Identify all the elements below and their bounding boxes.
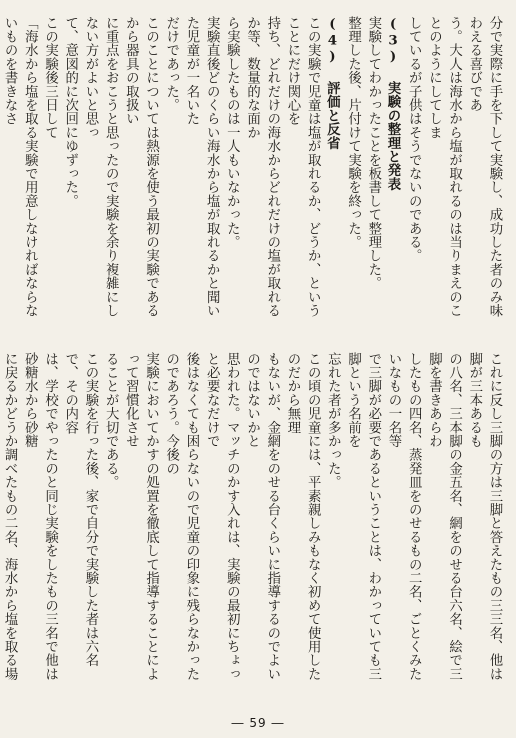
text-line: このことについては熱源を使う最初の実験であるから器具の取扱い — [123, 16, 159, 318]
text-line: で三脚が必要であるということは、わかっていても三脚という名前を — [345, 352, 381, 681]
text-block-bottom — [2, 352, 504, 692]
text-line: に重点をおこうと思ったので実験を余り複雑にしない方がよいと思っ — [82, 16, 119, 318]
text-line: 実験直後どのくらい海水から塩が取れるかと聞いた児童が一名いた — [183, 16, 220, 318]
text-line: ることが大切である。 — [103, 352, 119, 489]
text-line: は、学校でやったのと同じ実験をしたもの三名で他は砂糖水から砂糖 — [22, 352, 58, 681]
text-line: 思われた。マッチのかす入れは、実験の最初にちょっと必要なだけで — [204, 352, 240, 681]
text-line: この実験後三日して — [42, 16, 58, 140]
page-number: ― 59 ― — [231, 716, 285, 730]
text-line: 実験してわかったことを板書して整理した。 — [365, 16, 381, 290]
text-line: 整理した後、片付けて実験を終った。 — [345, 16, 361, 249]
text-line: この実験を行った後、家で自分で実験した者は六名で、その内容 — [62, 352, 98, 668]
text-block-top — [2, 16, 504, 330]
text-line: これに反し三脚の方は三脚と答えたもの三三名、他は脚が三本あるも — [466, 352, 502, 681]
text-line: この実験で児童は塩が取れるか、どうか、ということにだけ関心を — [284, 16, 321, 318]
text-line: 「海水から塩を取る実験で用意しなければならないものを書きなさ — [2, 16, 38, 318]
text-line: 実験においてかすの処置を徹底して指導することによって習慣化させ — [123, 352, 159, 681]
text-line: う。大人は海水から塩が取れるのは当りまえのことのようにしてしま — [426, 16, 462, 318]
text-line: ら実験したものは一人もいなかった。 — [224, 16, 240, 249]
text-line: 分で実際に手を下して実験し、成功した者のみ味わえる喜びであ — [466, 16, 502, 318]
text-line: に戻るかどうか調べたもの二名、海水から塩を取る場 — [2, 352, 18, 681]
section-heading: (3) 実験の整理と発表 — [384, 16, 401, 191]
text-line: もないが、金網をのせる台くらいに指導するのでよいのではないかと — [244, 352, 280, 681]
text-line: しているが子供はそうでないのである。 — [406, 16, 422, 263]
text-line: 持ち、どれだけの海水からどれだけの塩が取れるか等、数量的な面か — [244, 16, 280, 318]
section-heading: (4) 評価と反省 — [324, 16, 341, 150]
text-line: 後はなくても困らないので児童の印象に残らなかったのであろう。今後の — [163, 352, 199, 681]
text-line: の八名、三本脚の金五名、網をのせる台六名、絵で三脚を書きあらわ — [426, 352, 462, 681]
text-line: だけであった。 — [163, 16, 179, 112]
text-line: て、意図的に次回にゆずった。 — [62, 16, 78, 208]
text-line: この頃の児童には、平素親しみもなく初めて使用したのだから無理 — [284, 352, 321, 681]
text-line: 忘れた者が多かった。 — [325, 352, 341, 489]
text-line: したもの四名、蒸発皿をのせるもの二名、ごとくみたいなもの一名等 — [385, 352, 422, 681]
